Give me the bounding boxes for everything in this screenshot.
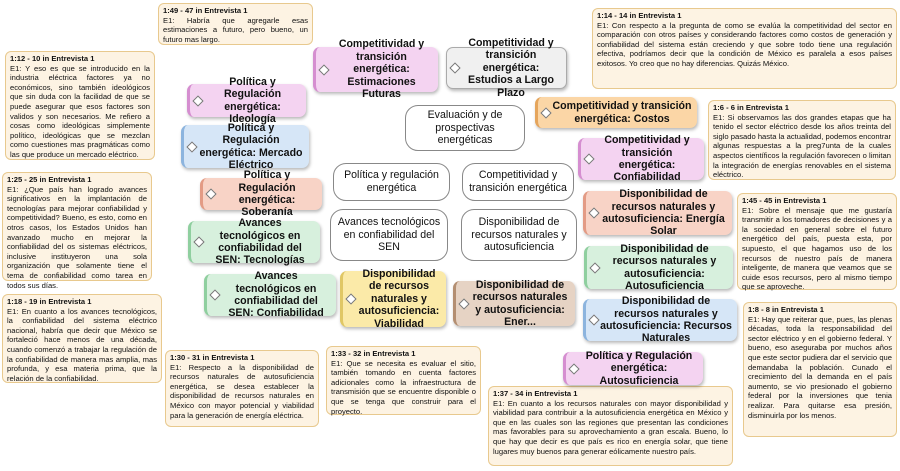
memo-body: E1: Sobre el mensaje que me gustaría transmitir a los tomadores de decisiones y a la sociedad en general sobre el futuro energético del país, puesta esta, por supuesto, el que hagamos uso de los recursos de nuestro país de manera inteligente, de manera que veamos que se cuide esos recursos, pero al mismo tiempo que se aproveche. bbox=[742, 205, 892, 292]
memo-body: E1: Respecto a la disponibilidad de recursos naturales de autosuficiencia energética, se desea establecer la disponibilidad de recursos naturales en México con mayor potencial y viabilidad para la generación de energía eléctrica. bbox=[170, 362, 314, 420]
code-diamond-icon bbox=[449, 62, 460, 73]
code-disp-viabilidad[interactable] bbox=[340, 267, 446, 330]
code-disp-recursos-naturales[interactable] bbox=[583, 295, 737, 345]
group-label: Avances tecnológicos en confiabilidad del SEN bbox=[337, 216, 441, 254]
code-disp-energia-solar[interactable] bbox=[583, 188, 732, 238]
code-label: Competitividad y transición energética: Estudios a Largo Plazo bbox=[468, 36, 554, 99]
code-label: Disponibilidad de recursos naturales y autosuficiencia: Autosuficiencia bbox=[612, 242, 717, 292]
memo-body: E1: ¿Que país han logrado avances significativos en la implantación de tecnologías para mejorar confiabilidad y competitividad? Bueno, es esto, como en otros casos, los Estados Unidos han avanzado mucho en mejorar la confiabilidad del os sistemas eléctricos, inclusive instituyeron una sola organización que solamente tiene el tema de confiabilidad como tarea en todos sus días. bbox=[7, 184, 147, 290]
code-label: Disponibilidad de recursos naturales y autosuficiencia: Energía Solar bbox=[602, 188, 725, 238]
code-diamond-icon bbox=[345, 293, 356, 304]
code-diamond-icon bbox=[458, 298, 469, 309]
code-label: Avances tecnológicos en confiabilidad del SEN: Tecnologías bbox=[215, 217, 305, 267]
code-disp-autosuficiencia[interactable] bbox=[584, 242, 733, 292]
code-diamond-icon bbox=[589, 262, 600, 273]
memo-1-30[interactable] bbox=[165, 350, 319, 427]
code-label: Disponibilidad de recursos naturales y autosuficiencia: Viabilidad bbox=[358, 267, 440, 330]
memo-body: E1: En cuanto a los recursos naturales con mayor disponibilidad y viabilidad para contribuir a la autosuficiencia energética en México y que en las cuales son las regiones que presentan las condiciones mas favorables para su aprovechamiento a gran escala. Bueno, lo que hay que decir es que país es rico en energía solar, que tiene lugares muy buenos para generar eólicamente nuestro país. bbox=[493, 398, 728, 456]
code-label: Política y Regulación energética: Soberanía bbox=[238, 169, 296, 219]
code-label: Política y Regulación energética: Ideología bbox=[223, 75, 282, 125]
memo-title: 1:49 - 47 in Entrevista 1 bbox=[163, 6, 248, 15]
code-diamond-icon bbox=[583, 153, 594, 164]
group-competitividad[interactable] bbox=[462, 163, 574, 201]
memo-title: 1:14 - 14 in Entrevista 1 bbox=[597, 11, 682, 20]
code-comp-estimaciones-futuras[interactable] bbox=[313, 38, 438, 101]
group-avances[interactable] bbox=[330, 209, 448, 261]
central-node-label: Evaluación y de prospectivas energéticas bbox=[427, 109, 503, 147]
memo-1-14[interactable] bbox=[592, 8, 897, 89]
group-politica[interactable] bbox=[333, 163, 450, 201]
memo-1-12[interactable] bbox=[5, 51, 155, 160]
memo-1-6[interactable] bbox=[708, 100, 896, 180]
memo-title: 1:12 - 10 in Entrevista 1 bbox=[10, 54, 95, 63]
code-diamond-icon bbox=[209, 289, 220, 300]
code-diamond-icon bbox=[588, 207, 599, 218]
code-label: Disponibilidad de recursos naturales y autosuficiencia: Recursos Naturales bbox=[600, 295, 732, 345]
code-diamond-icon bbox=[318, 64, 329, 75]
memo-title: 1:37 - 34 in Entrevista 1 bbox=[493, 389, 578, 398]
memo-1-33[interactable] bbox=[326, 346, 481, 415]
code-diamond-icon bbox=[193, 236, 204, 247]
code-pol-autosuficiencia[interactable] bbox=[563, 349, 703, 387]
memo-body: E1: Que se necesita es evaluar el sitio, también tomando en cuenta factores adicionales como la infraestructura de transmisión que se encuentre disponible o que se tenga que construir para el proyecto. bbox=[331, 358, 476, 416]
group-label: Disponibilidad de recursos naturales y autosuficiencia bbox=[471, 216, 567, 254]
code-pol-ideologia[interactable] bbox=[187, 75, 306, 125]
memo-body: E1: En cuanto a los avances tecnológicos, la confiabilidad del sistema eléctrico nacional, habría que decir que México se fortaleció hace menos de una década, cuando comenzó a trabajar la regulación de la confiabilidad de manera mas amplia, mas profunda, y esa materia prima, que la relación de la confiabilidad. bbox=[7, 306, 157, 383]
code-diamond-icon bbox=[186, 141, 197, 152]
code-label: Competitividad y transición energética: Estimaciones Futuras bbox=[338, 38, 425, 101]
memo-title: 1:6 - 6 in Entrevista 1 bbox=[713, 103, 789, 112]
code-label: Avances tecnológicos en confiabilidad del SEN: Confiabilidad bbox=[228, 270, 324, 320]
memo-body: E1: Hay que reiterar que, pues, las plenas décadas, toda la responsabilidad del sector eléctrico y en el gobierno federal. Y bueno, eso aseguraba por muchos años que este sector pudiera dar el servicio que demandaba la población. Cunado el crecimiento del la demanda en el país aumento, se vio presionado el gobierno federal por la inversiones que tenia realizar. Para quitarse esa presión, disminuirla por los menos. bbox=[748, 314, 892, 420]
memo-1-45[interactable] bbox=[737, 193, 897, 290]
code-diamond-icon bbox=[540, 107, 551, 118]
group-disponibilidad[interactable] bbox=[461, 209, 577, 261]
group-label: Política y regulación energética bbox=[344, 169, 439, 194]
central-node[interactable] bbox=[405, 105, 525, 151]
code-diamond-icon bbox=[192, 95, 203, 106]
memo-1-37[interactable] bbox=[488, 386, 733, 466]
memo-title: 1:30 - 31 in Entrevista 1 bbox=[170, 353, 255, 362]
group-label: Competitividad y transición energética bbox=[469, 169, 567, 194]
code-comp-confiabilidad[interactable] bbox=[578, 134, 704, 184]
memo-title: 1:45 - 45 in Entrevista 1 bbox=[742, 196, 827, 205]
code-comp-costos[interactable] bbox=[535, 97, 697, 128]
memo-body: E1: Con respecto a la pregunta de como se evalúa la competitividad del sector en comparación con otros países y considerando factores como costos de generación y confiabilidad del sistema están creciendo y que sobre todo tiene una regulación efectiva, podríamos decir que la condición de México es paralela a esos países exitosos. Yo creo que no hay diferencias. Quizás México. bbox=[597, 20, 892, 68]
memo-body: E1: Y eso es que se introducido en la industria eléctrica factores ya no económicos, sino también ideológicos que sin duda con la facilidad de que se puede asegurar que esos factores son validos y son necesarios. Me refiero a cosas como ideológicas simplemente político, ideológicas que se mezclan como cuestiones mas pragmáticas como las que produce un mercado eléctrico. bbox=[10, 63, 150, 159]
memo-1-49[interactable] bbox=[158, 3, 313, 45]
code-label: Política y Regulación energética: Mercado Eléctrico bbox=[199, 121, 303, 171]
memo-title: 1:25 - 25 in Entrevista 1 bbox=[7, 175, 92, 184]
code-label: Disponibilidad de recursos naturales y autosuficiencia: Ener... bbox=[472, 278, 568, 328]
code-diamond-icon bbox=[205, 188, 216, 199]
memo-title: 1:8 - 8 in Entrevista 1 bbox=[748, 305, 824, 314]
memo-title: 1:18 - 19 in Entrevista 1 bbox=[7, 297, 92, 306]
code-disp-ener[interactable] bbox=[453, 278, 575, 328]
code-av-tecnologias[interactable] bbox=[188, 217, 320, 267]
code-diamond-icon bbox=[568, 363, 579, 374]
code-av-confiabilidad[interactable] bbox=[204, 270, 336, 320]
code-comp-estudios-largo-plazo[interactable] bbox=[446, 36, 567, 99]
memo-title: 1:33 - 32 in Entrevista 1 bbox=[331, 349, 416, 358]
memo-1-25[interactable] bbox=[2, 172, 152, 290]
memo-1-18[interactable] bbox=[2, 294, 162, 383]
memo-1-8[interactable] bbox=[743, 302, 897, 437]
code-pol-soberania[interactable] bbox=[200, 169, 322, 219]
code-pol-mercado-electrico[interactable] bbox=[181, 121, 309, 171]
memo-body: E1: Si observamos las dos grandes etapas que ha tenido el sector eléctrico desde los años treinta del siglo pasado hasta la actualidad, podemos encontrar algunas respuestas a la preg7unta de la cuales aspectos científicos la regulación favorecen o limitan la integración de energías renovables en el sistema eléctrico. bbox=[713, 112, 891, 180]
code-label: Competitividad y transición energética: Costos bbox=[552, 100, 692, 125]
memo-body: E1: Habría que agregarle esas estimaciones a futuro, pero bueno, un futuro mas largo. bbox=[163, 15, 308, 44]
code-label: Competitividad y transición energética: Confiabilidad bbox=[604, 134, 690, 184]
code-label: Política y Regulación energética: Autosuficiencia bbox=[585, 349, 693, 387]
code-diamond-icon bbox=[588, 314, 599, 325]
